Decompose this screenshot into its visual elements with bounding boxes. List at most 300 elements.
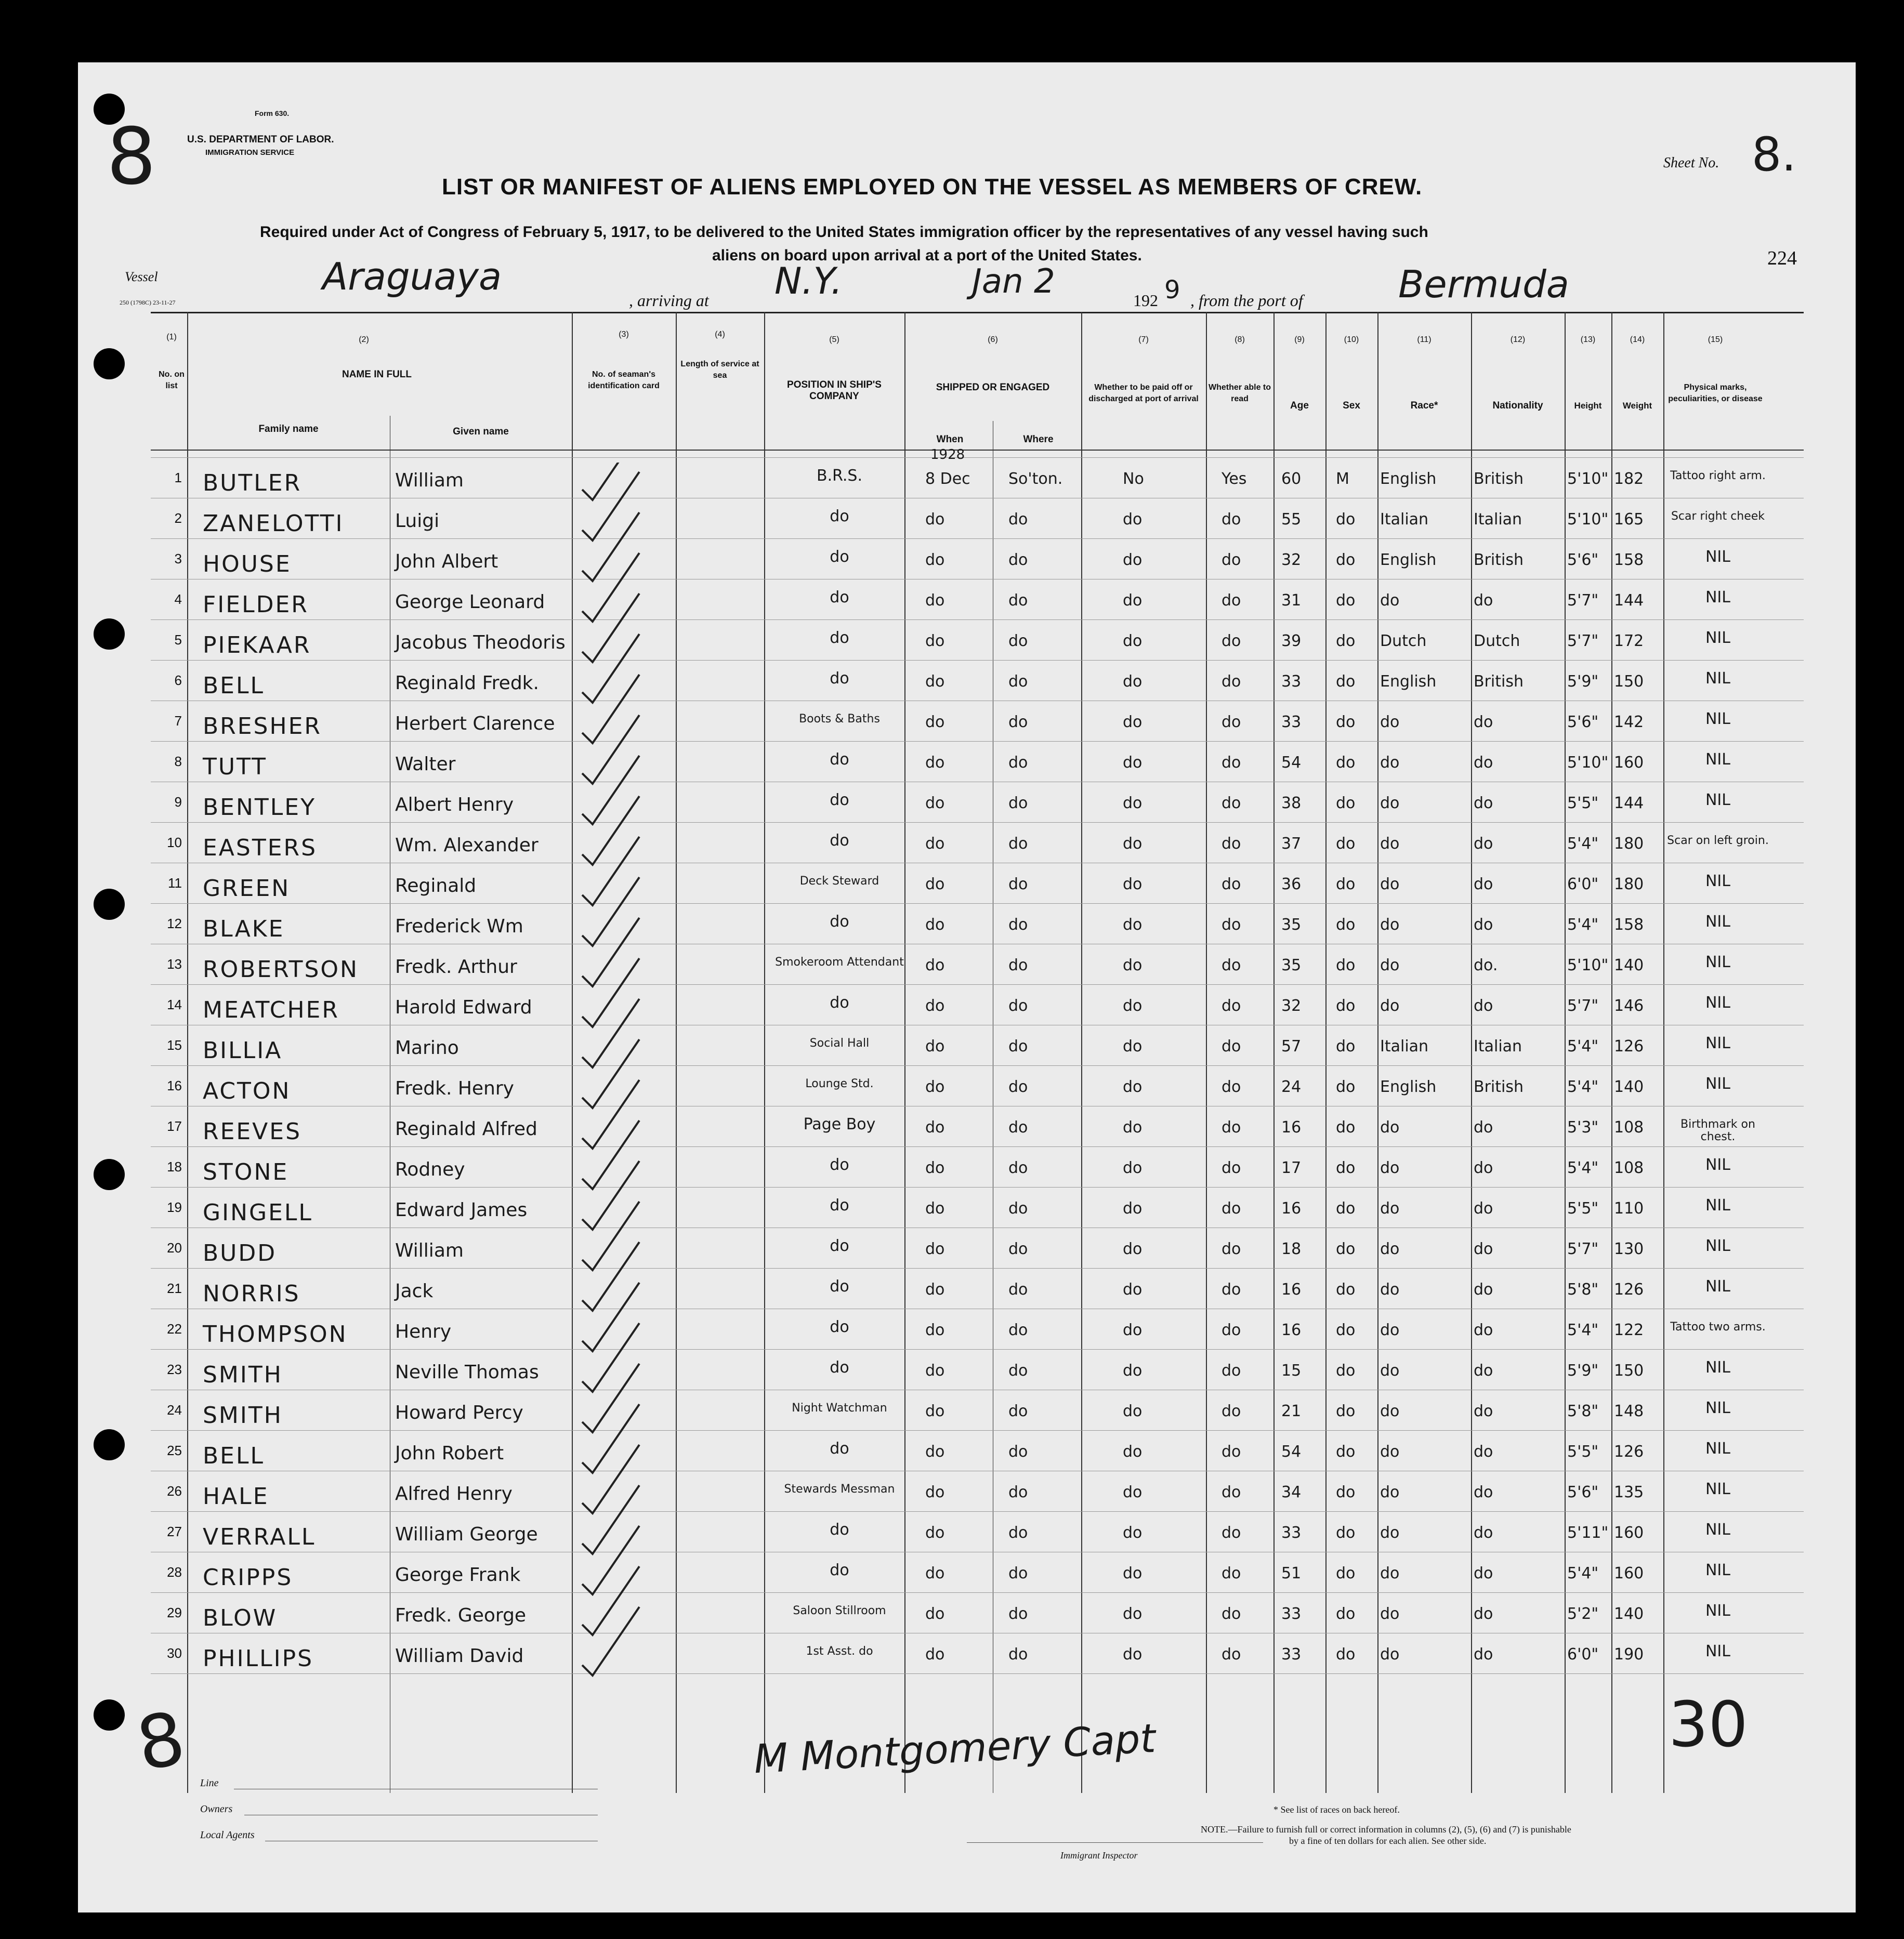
cell-height: 5'5" bbox=[1567, 1443, 1599, 1461]
cell-family: STONE bbox=[203, 1159, 289, 1185]
col-no-6: (6) bbox=[988, 335, 998, 344]
cell-height: 5'4" bbox=[1567, 1037, 1599, 1056]
header-age: Age bbox=[1290, 400, 1309, 411]
cell-paid: do bbox=[1123, 1402, 1143, 1420]
cell-family: BELL bbox=[203, 672, 265, 699]
cell-where: do bbox=[1008, 1240, 1028, 1258]
sheet-number: 8. bbox=[1752, 127, 1796, 182]
cell-when: do bbox=[925, 794, 945, 812]
cell-paid: do bbox=[1123, 1524, 1143, 1542]
cell-age: 24 bbox=[1281, 1078, 1302, 1096]
header-seaman-card: No. of seaman's identification card bbox=[588, 370, 660, 390]
header-race: Race* bbox=[1410, 400, 1438, 411]
cell-marks: NIL bbox=[1705, 1561, 1730, 1579]
cell-sex: do bbox=[1336, 754, 1356, 772]
cell-nat: do bbox=[1474, 1645, 1493, 1664]
cell-position: do bbox=[830, 548, 849, 566]
header-length-service: Length of service at sea bbox=[680, 360, 759, 380]
cell-given: Fredk. George bbox=[395, 1605, 527, 1626]
cell-height: 5'4" bbox=[1567, 835, 1599, 853]
cell-no: 4 bbox=[174, 591, 182, 607]
cell-where: do bbox=[1008, 835, 1028, 853]
cell-when: do bbox=[925, 916, 945, 934]
page-title: LIST OR MANIFEST OF ALIENS EMPLOYED ON THE VESSEL AS MEMBERS OF CREW. bbox=[442, 174, 1423, 200]
table-row bbox=[151, 1598, 1804, 1638]
cell-sex: do bbox=[1336, 1118, 1356, 1137]
col-no-11: (11) bbox=[1417, 335, 1432, 344]
cell-weight: 140 bbox=[1614, 1078, 1644, 1096]
cell-when: do bbox=[925, 875, 945, 893]
cell-paid: do bbox=[1123, 1443, 1143, 1461]
table-row bbox=[151, 1354, 1804, 1395]
cell-when: do bbox=[925, 551, 945, 569]
cell-family: HALE bbox=[203, 1483, 269, 1510]
col-no-4: (4) bbox=[715, 330, 725, 339]
cell-marks: NIL bbox=[1705, 1480, 1730, 1498]
cell-sex: do bbox=[1336, 794, 1356, 812]
cell-no: 27 bbox=[167, 1524, 182, 1539]
cell-no: 26 bbox=[167, 1483, 182, 1499]
cell-height: 5'4" bbox=[1567, 1321, 1599, 1339]
cell-no: 3 bbox=[174, 551, 182, 566]
cell-family: MEATCHER bbox=[203, 997, 339, 1023]
owners-label: Owners bbox=[200, 1803, 233, 1815]
table-row bbox=[151, 463, 1804, 503]
cell-weight: 160 bbox=[1614, 1524, 1644, 1542]
cell-where: do bbox=[1008, 1443, 1028, 1461]
header-physical-marks: Physical marks, peculiarities, or disease bbox=[1668, 383, 1763, 403]
cell-given: William David bbox=[395, 1645, 524, 1667]
cell-marks: NIL bbox=[1705, 710, 1730, 728]
cell-sex: do bbox=[1336, 875, 1356, 893]
cell-where: do bbox=[1008, 875, 1028, 893]
header-given-name: Given name bbox=[453, 426, 509, 437]
cell-family: BRESHER bbox=[203, 713, 322, 740]
cell-height: 5'9" bbox=[1567, 672, 1599, 691]
cell-when: do bbox=[925, 1645, 945, 1664]
punch-hole bbox=[94, 1699, 125, 1731]
year-prefix: 192 bbox=[1133, 291, 1158, 310]
cell-position: do bbox=[830, 507, 849, 525]
cell-height: 5'10" bbox=[1567, 754, 1609, 772]
cell-race: Dutch bbox=[1380, 632, 1427, 650]
cell-read: do bbox=[1222, 510, 1241, 529]
cell-race: do bbox=[1380, 916, 1400, 934]
header-height: Height bbox=[1574, 401, 1602, 411]
cell-height: 5'7" bbox=[1567, 997, 1599, 1015]
cell-weight: 190 bbox=[1614, 1645, 1644, 1664]
cell-family: TUTT bbox=[203, 754, 268, 780]
cell-when: do bbox=[925, 956, 945, 974]
cell-where: do bbox=[1008, 1281, 1028, 1299]
cell-given: William George bbox=[395, 1524, 538, 1545]
cell-height: 5'6" bbox=[1567, 551, 1599, 569]
cell-age: 55 bbox=[1281, 510, 1302, 529]
cell-position: Lounge Std. bbox=[805, 1077, 874, 1090]
cell-sex: do bbox=[1336, 1240, 1356, 1258]
cell-marks: NIL bbox=[1705, 994, 1730, 1012]
cell-no: 24 bbox=[167, 1402, 182, 1418]
cell-age: 33 bbox=[1281, 1645, 1302, 1664]
cell-nat: do bbox=[1474, 1605, 1493, 1623]
table-row bbox=[151, 665, 1804, 706]
cell-sex: do bbox=[1336, 632, 1356, 650]
cell-nat: do. bbox=[1474, 956, 1498, 974]
cell-read: do bbox=[1222, 1199, 1241, 1218]
cell-weight: 126 bbox=[1614, 1281, 1644, 1299]
cell-family: ROBERTSON bbox=[203, 956, 359, 983]
cell-when: do bbox=[925, 1199, 945, 1218]
table-row bbox=[151, 1273, 1804, 1314]
cell-nat: do bbox=[1474, 997, 1493, 1015]
cell-marks: NIL bbox=[1705, 913, 1730, 931]
cell-race: do bbox=[1380, 1564, 1400, 1582]
cell-marks: NIL bbox=[1705, 669, 1730, 688]
cell-race: Italian bbox=[1380, 1037, 1429, 1056]
cell-position: Saloon Stillroom bbox=[793, 1604, 886, 1617]
cell-marks: NIL bbox=[1705, 1075, 1730, 1093]
cell-no: 5 bbox=[174, 632, 182, 648]
cell-position: do bbox=[830, 1561, 849, 1579]
cell-read: do bbox=[1222, 713, 1241, 731]
note-line-1: NOTE.—Failure to furnish full or correct information in columns (2), (5), (6) and (7) is punishable bbox=[1201, 1824, 1571, 1835]
cell-weight: 150 bbox=[1614, 672, 1644, 691]
year-suffix: 9 bbox=[1164, 275, 1180, 305]
cell-given: George Leonard bbox=[395, 591, 545, 613]
cell-position: B.R.S. bbox=[816, 467, 862, 485]
cell-when: do bbox=[925, 510, 945, 529]
cell-marks: NIL bbox=[1705, 1196, 1730, 1215]
cell-sex: do bbox=[1336, 1524, 1356, 1542]
cell-where: do bbox=[1008, 1564, 1028, 1582]
cell-given: Alfred Henry bbox=[395, 1483, 513, 1505]
cell-race: English bbox=[1380, 470, 1437, 488]
col-no-3: (3) bbox=[619, 330, 629, 339]
cell-when: do bbox=[925, 1483, 945, 1501]
subtitle-line-2: aliens on board upon arrival at a port of the United States. bbox=[712, 247, 1142, 264]
cell-family: BUDD bbox=[203, 1240, 277, 1267]
cell-where: do bbox=[1008, 754, 1028, 772]
cell-age: 35 bbox=[1281, 916, 1302, 934]
cell-height: 5'3" bbox=[1567, 1118, 1599, 1137]
cell-sex: do bbox=[1336, 1483, 1356, 1501]
cell-family: PHILLIPS bbox=[203, 1645, 314, 1672]
table-row bbox=[151, 1030, 1804, 1071]
cell-no: 1 bbox=[174, 470, 182, 485]
table-row bbox=[151, 1435, 1804, 1476]
col-no-12: (12) bbox=[1510, 335, 1526, 344]
cell-no: 16 bbox=[167, 1078, 182, 1093]
cell-marks: NIL bbox=[1705, 791, 1730, 809]
cell-given: Fredk. Arthur bbox=[395, 956, 517, 978]
cell-nat: do bbox=[1474, 875, 1493, 893]
cell-read: do bbox=[1222, 1240, 1241, 1258]
cell-given: Harold Edward bbox=[395, 997, 532, 1018]
cell-when: do bbox=[925, 632, 945, 650]
cell-paid: do bbox=[1123, 713, 1143, 731]
header-when: When bbox=[936, 434, 964, 445]
cell-no: 10 bbox=[167, 835, 182, 850]
cell-where: do bbox=[1008, 1159, 1028, 1177]
cell-nat: do bbox=[1474, 713, 1493, 731]
year-note: 1928 bbox=[930, 447, 965, 463]
cell-position: Boots & Baths bbox=[799, 713, 880, 726]
cell-sex: do bbox=[1336, 1281, 1356, 1299]
cell-paid: do bbox=[1123, 1159, 1143, 1177]
cell-no: 19 bbox=[167, 1199, 182, 1215]
subtitle-line-1: Required under Act of Congress of February 5, 1917, to be delivered to the United States immigration officer by the representatives of any vessel having such bbox=[260, 223, 1428, 241]
cell-marks: NIL bbox=[1705, 629, 1730, 647]
captain-signature: M Montgomery Capt bbox=[753, 1714, 1157, 1783]
cell-sex: do bbox=[1336, 1078, 1356, 1096]
cell-race: do bbox=[1380, 1483, 1400, 1501]
cell-where: do bbox=[1008, 1199, 1028, 1218]
cell-race: do bbox=[1380, 835, 1400, 853]
punch-hole bbox=[94, 889, 125, 920]
cell-paid: do bbox=[1123, 591, 1143, 610]
col-no-8: (8) bbox=[1235, 335, 1245, 344]
col-no-14: (14) bbox=[1630, 335, 1645, 344]
arrival-date: Jan 2 bbox=[972, 262, 1055, 301]
cell-age: 16 bbox=[1281, 1281, 1302, 1299]
cell-given: Reginald Fredk. bbox=[395, 672, 539, 694]
cell-when: do bbox=[925, 1443, 945, 1461]
cell-read: do bbox=[1222, 591, 1241, 610]
cell-weight: 158 bbox=[1614, 916, 1644, 934]
cell-paid: do bbox=[1123, 875, 1143, 893]
header-no-on-list: No. on list bbox=[159, 370, 185, 390]
cell-height: 5'8" bbox=[1567, 1281, 1599, 1299]
cell-when: do bbox=[925, 672, 945, 691]
cell-read: do bbox=[1222, 672, 1241, 691]
cell-when: do bbox=[925, 1402, 945, 1420]
table-row bbox=[151, 625, 1804, 665]
col-no-1: (1) bbox=[166, 333, 177, 341]
cell-sex: do bbox=[1336, 1402, 1356, 1420]
cell-given: Howard Percy bbox=[395, 1402, 523, 1423]
cell-no: 29 bbox=[167, 1605, 182, 1620]
cell-where: do bbox=[1008, 956, 1028, 974]
cell-position: Night Watchman bbox=[792, 1402, 887, 1415]
cell-nat: Dutch bbox=[1474, 632, 1520, 650]
cell-read: do bbox=[1222, 835, 1241, 853]
cell-age: 15 bbox=[1281, 1362, 1302, 1380]
cell-age: 17 bbox=[1281, 1159, 1302, 1177]
cell-sex: do bbox=[1336, 1605, 1356, 1623]
cell-age: 54 bbox=[1281, 754, 1302, 772]
cell-given: Jacobus Theodoris bbox=[395, 632, 566, 653]
header-position: POSITION IN SHIP'S COMPANY bbox=[787, 379, 882, 402]
cell-weight: 108 bbox=[1614, 1118, 1644, 1137]
cell-where: do bbox=[1008, 1118, 1028, 1137]
cell-position: do bbox=[830, 1156, 849, 1174]
cell-weight: 126 bbox=[1614, 1037, 1644, 1056]
col-no-5: (5) bbox=[829, 335, 839, 344]
cell-weight: 146 bbox=[1614, 997, 1644, 1015]
cell-when: do bbox=[925, 1078, 945, 1096]
col-no-2: (2) bbox=[359, 335, 369, 344]
cell-nat: do bbox=[1474, 1281, 1493, 1299]
cell-read: do bbox=[1222, 1159, 1241, 1177]
cell-age: 33 bbox=[1281, 1524, 1302, 1542]
cell-height: 5'5" bbox=[1567, 794, 1599, 812]
cell-paid: do bbox=[1123, 1362, 1143, 1380]
cell-family: SMITH bbox=[203, 1402, 283, 1429]
cell-position: Page Boy bbox=[803, 1115, 876, 1133]
table-row bbox=[151, 868, 1804, 908]
cell-nat: do bbox=[1474, 794, 1493, 812]
cell-weight: 148 bbox=[1614, 1402, 1644, 1420]
cell-height: 5'7" bbox=[1567, 632, 1599, 650]
cell-age: 37 bbox=[1281, 835, 1302, 853]
from-label: , from the port of bbox=[1190, 291, 1303, 310]
cell-age: 18 bbox=[1281, 1240, 1302, 1258]
header-nationality: Nationality bbox=[1492, 400, 1543, 411]
cell-no: 13 bbox=[167, 956, 182, 972]
cell-paid: do bbox=[1123, 510, 1143, 529]
cell-sex: do bbox=[1336, 1199, 1356, 1218]
cell-marks: NIL bbox=[1705, 548, 1730, 566]
cell-paid: do bbox=[1123, 1118, 1143, 1137]
header-weight: Weight bbox=[1622, 401, 1652, 411]
cell-sex: do bbox=[1336, 997, 1356, 1015]
cell-position: do bbox=[830, 1440, 849, 1458]
cell-age: 35 bbox=[1281, 956, 1302, 974]
cell-race: do bbox=[1380, 875, 1400, 893]
cell-height: 5'9" bbox=[1567, 1362, 1599, 1380]
cell-when: 8 Dec bbox=[925, 470, 970, 488]
col-no-9: (9) bbox=[1294, 335, 1305, 344]
table-row bbox=[151, 503, 1804, 544]
table-row bbox=[151, 1638, 1804, 1679]
cell-given: George Frank bbox=[395, 1564, 521, 1586]
cell-read: do bbox=[1222, 1078, 1241, 1096]
cell-given: Rodney bbox=[395, 1159, 465, 1180]
local-agents-label: Local Agents bbox=[200, 1829, 255, 1841]
cell-age: 34 bbox=[1281, 1483, 1302, 1501]
cell-read: do bbox=[1222, 1605, 1241, 1623]
cell-sex: do bbox=[1336, 835, 1356, 853]
cell-read: do bbox=[1222, 1524, 1241, 1542]
cell-weight: 160 bbox=[1614, 754, 1644, 772]
table-row bbox=[151, 1314, 1804, 1354]
cell-height: 5'5" bbox=[1567, 1199, 1599, 1218]
cell-weight: 172 bbox=[1614, 632, 1644, 650]
cell-paid: do bbox=[1123, 1483, 1143, 1501]
cell-race: do bbox=[1380, 1159, 1400, 1177]
cell-marks: Tattoo two arms. bbox=[1670, 1321, 1766, 1334]
cell-nat: do bbox=[1474, 1118, 1493, 1137]
table-row bbox=[151, 1071, 1804, 1111]
cell-marks: Scar on left groin. bbox=[1667, 834, 1769, 847]
cell-race: English bbox=[1380, 551, 1437, 569]
cell-no: 25 bbox=[167, 1443, 182, 1458]
cell-where: do bbox=[1008, 1645, 1028, 1664]
cell-weight: 135 bbox=[1614, 1483, 1644, 1501]
cell-paid: do bbox=[1123, 754, 1143, 772]
cell-given: Jack bbox=[395, 1281, 434, 1302]
cell-marks: NIL bbox=[1705, 1358, 1730, 1377]
table-row bbox=[151, 1152, 1804, 1192]
cell-family: SMITH bbox=[203, 1362, 283, 1388]
cell-age: 16 bbox=[1281, 1321, 1302, 1339]
punch-hole bbox=[94, 1429, 125, 1460]
cell-race: do bbox=[1380, 1605, 1400, 1623]
cell-weight: 160 bbox=[1614, 1564, 1644, 1582]
cell-family: BLAKE bbox=[203, 916, 285, 942]
cell-height: 5'4" bbox=[1567, 1564, 1599, 1582]
cell-position: do bbox=[830, 1318, 849, 1336]
cell-height: 5'7" bbox=[1567, 1240, 1599, 1258]
cell-marks: NIL bbox=[1705, 872, 1730, 890]
cell-sex: do bbox=[1336, 1321, 1356, 1339]
cell-nat: do bbox=[1474, 1483, 1493, 1501]
races-note: * See list of races on back hereof. bbox=[1273, 1804, 1400, 1815]
cell-where: do bbox=[1008, 551, 1028, 569]
cell-given: John Albert bbox=[395, 551, 498, 572]
cell-race: do bbox=[1380, 1524, 1400, 1542]
cell-race: do bbox=[1380, 1321, 1400, 1339]
cell-paid: do bbox=[1123, 794, 1143, 812]
cell-position: Stewards Messman bbox=[784, 1483, 895, 1496]
cell-nat: do bbox=[1474, 835, 1493, 853]
cell-age: 57 bbox=[1281, 1037, 1302, 1056]
cell-sex: do bbox=[1336, 1564, 1356, 1582]
cell-when: do bbox=[925, 997, 945, 1015]
cell-when: do bbox=[925, 1605, 945, 1623]
cell-height: 5'7" bbox=[1567, 591, 1599, 610]
header-sex: Sex bbox=[1343, 400, 1360, 411]
cell-given: Edward James bbox=[395, 1199, 528, 1221]
header-where: Where bbox=[1023, 434, 1054, 445]
table-row bbox=[151, 827, 1804, 868]
arriving-label: , arriving at bbox=[629, 291, 709, 310]
cell-sex: do bbox=[1336, 916, 1356, 934]
cell-paid: do bbox=[1123, 1605, 1143, 1623]
cell-where: do bbox=[1008, 1362, 1028, 1380]
cell-read: do bbox=[1222, 1281, 1241, 1299]
left-margin-mark: 8 bbox=[130, 1696, 191, 1788]
table-row bbox=[151, 1395, 1804, 1435]
cell-nat: Italian bbox=[1474, 510, 1522, 529]
cell-no: 11 bbox=[168, 875, 182, 891]
cell-height: 5'11" bbox=[1567, 1524, 1609, 1542]
cell-age: 16 bbox=[1281, 1118, 1302, 1137]
cell-read: do bbox=[1222, 551, 1241, 569]
cell-given: Frederick Wm bbox=[395, 916, 523, 937]
cell-weight: 165 bbox=[1614, 510, 1644, 529]
cell-marks: NIL bbox=[1705, 1399, 1730, 1417]
total-count: 30 bbox=[1669, 1689, 1748, 1761]
cell-race: do bbox=[1380, 1240, 1400, 1258]
cell-position: do bbox=[830, 1521, 849, 1539]
cell-nat: do bbox=[1474, 1362, 1493, 1380]
punch-hole bbox=[94, 1159, 125, 1190]
cell-no: 14 bbox=[167, 997, 182, 1012]
punch-hole bbox=[94, 348, 125, 379]
cell-when: do bbox=[925, 1118, 945, 1137]
cell-read: do bbox=[1222, 875, 1241, 893]
cell-race: do bbox=[1380, 1199, 1400, 1218]
manifest-sheet bbox=[78, 62, 1856, 1912]
cell-weight: 140 bbox=[1614, 1605, 1644, 1623]
cell-race: do bbox=[1380, 794, 1400, 812]
table-row bbox=[151, 544, 1804, 584]
cell-given: Neville Thomas bbox=[395, 1362, 539, 1383]
cell-age: 54 bbox=[1281, 1443, 1302, 1461]
cell-weight: 150 bbox=[1614, 1362, 1644, 1380]
cell-where: do bbox=[1008, 916, 1028, 934]
